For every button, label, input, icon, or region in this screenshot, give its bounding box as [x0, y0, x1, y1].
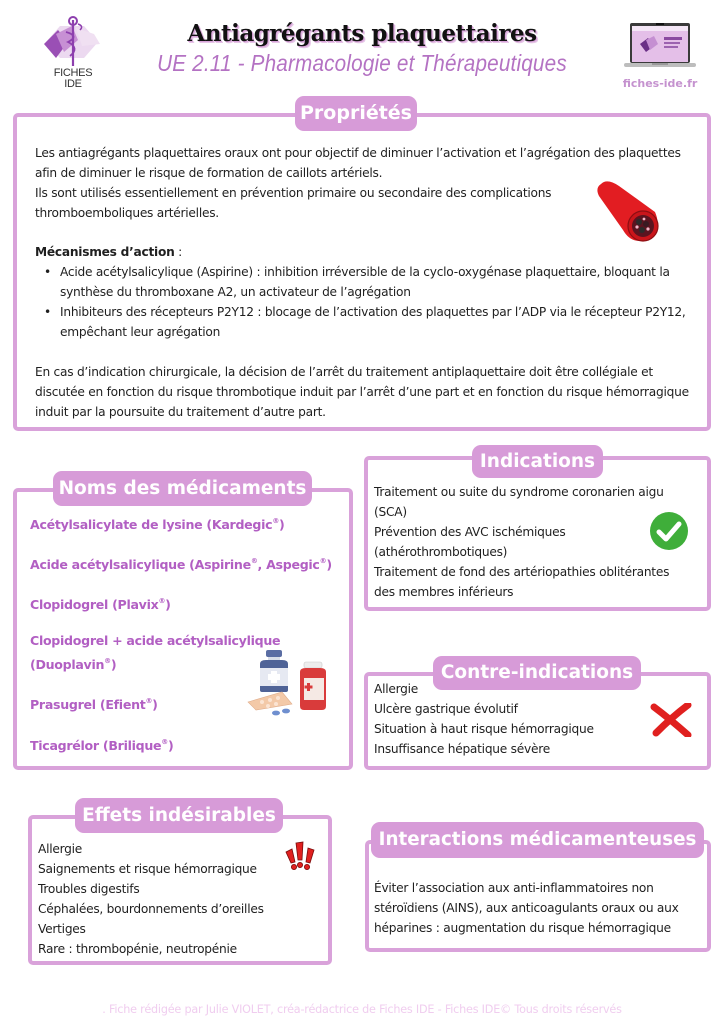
indications-heading: Indications — [472, 445, 603, 478]
indication-line: Prévention des AVC ischémiques — [374, 525, 566, 539]
check-icon — [649, 511, 689, 551]
contre-indication-line: Situation à haut risque hémorragique — [374, 722, 594, 736]
contre-indications-list — [374, 679, 674, 759]
drug-close: ) — [110, 657, 117, 672]
effets-indesirables-heading: Effets indésirables — [75, 798, 283, 833]
logo-line-1: FICHES — [53, 67, 93, 79]
proprietes-heading: Propriétés — [295, 96, 417, 131]
mechanism-item: • Inhibiteurs des récepteurs P2Y12 : blocage de l’activation des plaquettes par l’ADP via le récepteur P2Y12, empêchant leur agrégation — [44, 302, 694, 342]
indication-line: Traitement ou suite du syndrome coronarien aigu — [374, 485, 664, 499]
drug-close: ) — [279, 517, 285, 532]
registered-mark: ® — [250, 557, 258, 565]
registered-mark: ® — [145, 697, 153, 705]
proprietes-paragraph-2: Ils sont utilisés essentiellement en prévention primaire ou secondaire des complications thromboemboliques artérielles. — [35, 186, 552, 220]
indication-line: Traitement de fond des artériopathies oblitérantes — [374, 565, 670, 579]
registered-mark: ® — [104, 657, 111, 665]
contre-indication-line: Insuffisance hépatique sévère — [374, 742, 550, 756]
cross-icon — [650, 703, 692, 737]
drug-name-2: , Aspegic — [257, 557, 320, 572]
registered-mark: ® — [161, 738, 168, 746]
laptop-preview — [624, 22, 696, 72]
effet-line: Saignements et risque hémorragique — [38, 862, 257, 876]
logo-line-2: IDE — [64, 78, 82, 90]
drug-close: ) — [152, 697, 158, 712]
footer-credits: . Fiche rédigée par Julie VIOLET, créa-rédactrice de Fiches IDE - Fiches IDE© Tous droits réservés — [102, 1003, 622, 1016]
contre-indications-heading: Contre-indications — [433, 656, 641, 690]
blood-vessel-icon — [593, 178, 663, 246]
website-link[interactable]: fiches-ide.fr — [622, 77, 698, 90]
drug-item — [30, 591, 171, 615]
mechanisms-list — [44, 262, 694, 342]
interactions-text: Éviter l’association aux anti-inflammatoires non stéroïdiens (AINS), aux anticoagulants oraux ou aux héparines : augmentation du risque hémorragique — [374, 881, 679, 935]
effet-line: Troubles digestifs — [38, 882, 140, 896]
medicine-bottles-icon — [246, 648, 330, 716]
registered-mark: ® — [158, 597, 166, 605]
noms-medicaments-heading: Noms des médicaments — [53, 471, 312, 506]
page-title: Antiagrégants plaquettaires — [187, 20, 537, 47]
contre-indication-line: Allergie — [374, 682, 419, 696]
medicine-bottles-illustration — [246, 648, 330, 716]
drug-item — [30, 732, 173, 756]
indication-line: des membres inférieurs — [374, 585, 514, 599]
fiches-ide-logo — [38, 12, 108, 92]
mechanisms-title — [35, 242, 182, 262]
proprietes-paragraph-1: Les antiagrégants plaquettaires oraux ont pour objectif de diminuer l’activation et l’agrégation des plaquettes afin de diminuer le risque de formation de caillots artériels. — [35, 146, 681, 180]
drug-item — [30, 631, 280, 675]
drug-name-line-1: Clopidogrel + acide acétylsalicylique — [30, 633, 281, 648]
registered-mark: ® — [272, 517, 280, 525]
caduceus-logo-icon — [38, 12, 108, 68]
page-subtitle: UE 2.11 - Pharmacologie et Thérapeutiques — [157, 50, 567, 76]
contre-indication-line: Ulcère gastrique évolutif — [374, 702, 518, 716]
drug-name: Clopidogrel (Plavix — [30, 597, 159, 612]
interactions-heading: Interactions médicamenteuses — [371, 822, 704, 858]
mechanisms-title-text: Mécanismes d’action — [35, 245, 175, 259]
proprietes-paragraph-3: En cas d’indication chirurgicale, la décision de l’arrêt du traitement antiplaquettaire doit être collégiale et discutée en fonction du risque thrombotique induit par l’arrêt d’une part et en fonction du risque hémorragique induit par la poursuite du traitement d’autre part. — [35, 365, 689, 419]
drug-item — [30, 691, 158, 715]
registered-mark: ® — [319, 557, 327, 565]
drug-name: Prasugrel (Efient — [30, 697, 146, 712]
effet-line: Allergie — [38, 842, 83, 856]
laptop-icon — [624, 22, 696, 72]
warning-exclamation-icon — [283, 840, 319, 874]
drug-name: Acétylsalicylate de lysine (Kardegic — [30, 517, 273, 532]
drug-close: ) — [165, 597, 171, 612]
indication-line: (SCA) — [374, 505, 407, 519]
mechanisms-colon: : — [174, 245, 183, 259]
effet-line: Vertiges — [38, 922, 86, 936]
drug-name: Acide acétylsalicylique (Aspirine — [30, 557, 251, 572]
drug-item — [30, 551, 332, 575]
drug-name: Ticagrélor (Brilique — [30, 738, 162, 753]
drug-item — [30, 511, 284, 535]
drug-close: ) — [326, 557, 332, 572]
drug-name: (Duoplavin — [30, 657, 105, 672]
blood-vessel-clot-illustration — [593, 178, 663, 246]
effet-line: Rare : thrombopénie, neutropénie — [38, 942, 237, 956]
drug-close: ) — [167, 738, 174, 753]
mechanism-item: • Acide acétylsalicylique (Aspirine) : inhibition irréversible de la cyclo-oxygénase plaquettaire, bloquant la synthèse du thromboxane A2, un activateur de l’agrégation — [44, 262, 694, 302]
indication-line: (athérothrombotiques) — [374, 545, 508, 559]
effet-line: Céphalées, bourdonnements d’oreilles — [38, 902, 264, 916]
